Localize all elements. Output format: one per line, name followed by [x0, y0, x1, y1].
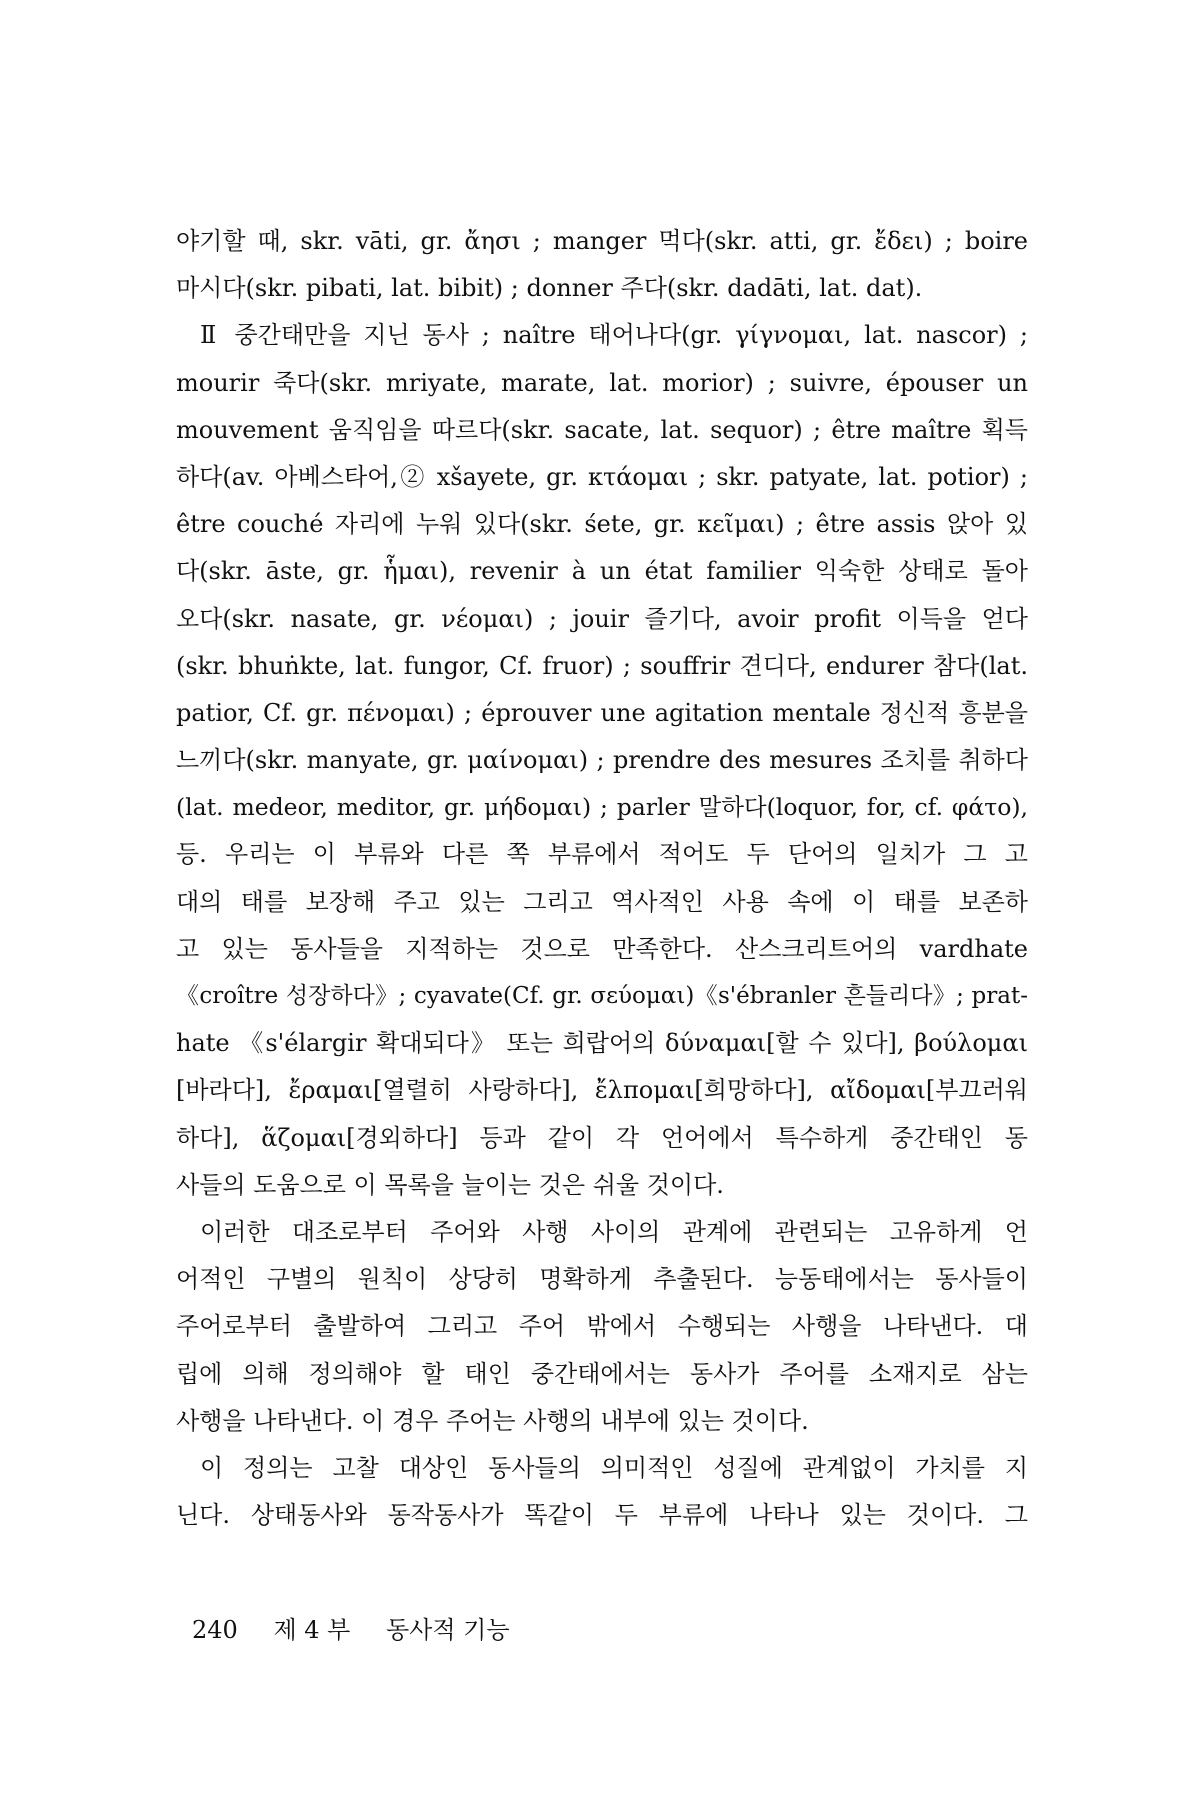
text-line: 사들의 도움으로 이 목록을 늘이는 것은 쉬울 것이다.: [176, 1170, 724, 1199]
text-line: mourir 죽다(skr. mriyate, marate, lat. morior) ; suivre, épouser un: [176, 368, 1028, 397]
page-footer: [192, 1610, 538, 1645]
text-line: hate 《s'élargir 확대되다》 또는 희랍어의 δύναμαι[할 수 있다], βούλομαι: [176, 1029, 1028, 1058]
text-line: (lat. medeor, meditor, gr. μήδομαι) ; parler 말하다(loquor, for, cf. φάτο),: [176, 793, 1028, 822]
text-line: 마시다(skr. pibati, lat. bibit) ; donner 주다(skr. dadāti, lat. dat).: [176, 274, 923, 303]
text-line: 《croître 성장하다》; cyavate(Cf. gr. σεύομαι)《s'ébranler 흔들리다》; prat-: [176, 983, 1028, 1009]
page-number: 240: [192, 1616, 238, 1644]
text-line: 다(skr. āste, gr. ἧμαι), revenir à un état familier 익숙한 상태로 돌아: [176, 557, 1028, 586]
text-line: (skr. bhuṅkte, lat. fungor, Cf. fruor) ; souffrir 견디다, endurer 참다(lat.: [176, 651, 1028, 680]
text-line: 어적인 구별의 원칙이 상당히 명확하게 추출된다. 능동태에서는 동사들이: [176, 1265, 1028, 1294]
text-line: [바라다], ἔραμαι[열렬히 사랑하다], ἔλπομαι[희망하다], αἴδομαι[부끄러워: [176, 1076, 1028, 1105]
body-text: [176, 218, 1028, 1539]
text-line: 등. 우리는 이 부류와 다른 쪽 부류에서 적어도 두 단어의 일치가 그 고: [176, 840, 1028, 869]
text-line: 립에 의해 정의해야 할 태인 중간태에서는 동사가 주어를 소재지로 삼는: [176, 1359, 1028, 1388]
text-line: patior, Cf. gr. πένομαι) ; éprouver une agitation mentale 정신적 흥분을: [176, 698, 1028, 727]
text-line: 고 있는 동사들을 지적하는 것으로 만족한다. 산스크리트어의 vardhate: [176, 934, 1028, 963]
text-line: 주어로부터 출발하여 그리고 주어 밖에서 수행되는 사행을 나타낸다. 대: [176, 1312, 1028, 1341]
part-label: 제 4 부: [273, 1616, 351, 1644]
text-line: être couché 자리에 누워 있다(skr. śete, gr. κεῖμαι) ; être assis 앉아 있: [176, 510, 1028, 539]
text-line: 오다(skr. nasate, gr. νέομαι) ; jouir 즐기다, avoir profit 이득을 얻다: [176, 604, 1028, 633]
text-line: 이 정의는 고찰 대상인 동사들의 의미적인 성질에 관계없이 가치를 지: [200, 1453, 1028, 1482]
text-line: 대의 태를 보장해 주고 있는 그리고 역사적인 사용 속에 이 태를 보존하: [176, 887, 1028, 916]
text-line: 하다(av. 아베스타어,② xšayete, gr. κτάομαι ; skr. patyate, lat. potior) ;: [176, 462, 1028, 491]
text-line: 이러한 대조로부터 주어와 사행 사이의 관계에 관련되는 고유하게 언: [200, 1217, 1028, 1246]
text-line: 하다], ἅζομαι[경외하다] 등과 같이 각 언어에서 특수하게 중간태인 동: [176, 1123, 1028, 1152]
text-line: 사행을 나타낸다. 이 경우 주어는 사행의 내부에 있는 것이다.: [176, 1406, 809, 1435]
section-title: 동사적 기능: [386, 1616, 510, 1644]
text-line: Ⅱ 중간태만을 지닌 동사 ; naître 태어나다(gr. γίγνομαι, lat. nascor) ;: [200, 321, 1028, 350]
text-line: 느끼다(skr. manyate, gr. μαίνομαι) ; prendre des mesures 조치를 취하다: [176, 746, 1028, 775]
text-line: mouvement 움직임을 따르다(skr. sacate, lat. sequor) ; être maître 획득: [176, 415, 1028, 444]
text-line: 야기할 때, skr. vāti, gr. ἄησι ; manger 먹다(skr. atti, gr. ἔδει) ; boire: [176, 227, 1028, 255]
text-line: 닌다. 상태동사와 동작동사가 똑같이 두 부류에 나타나 있는 것이다. 그: [176, 1501, 1028, 1530]
